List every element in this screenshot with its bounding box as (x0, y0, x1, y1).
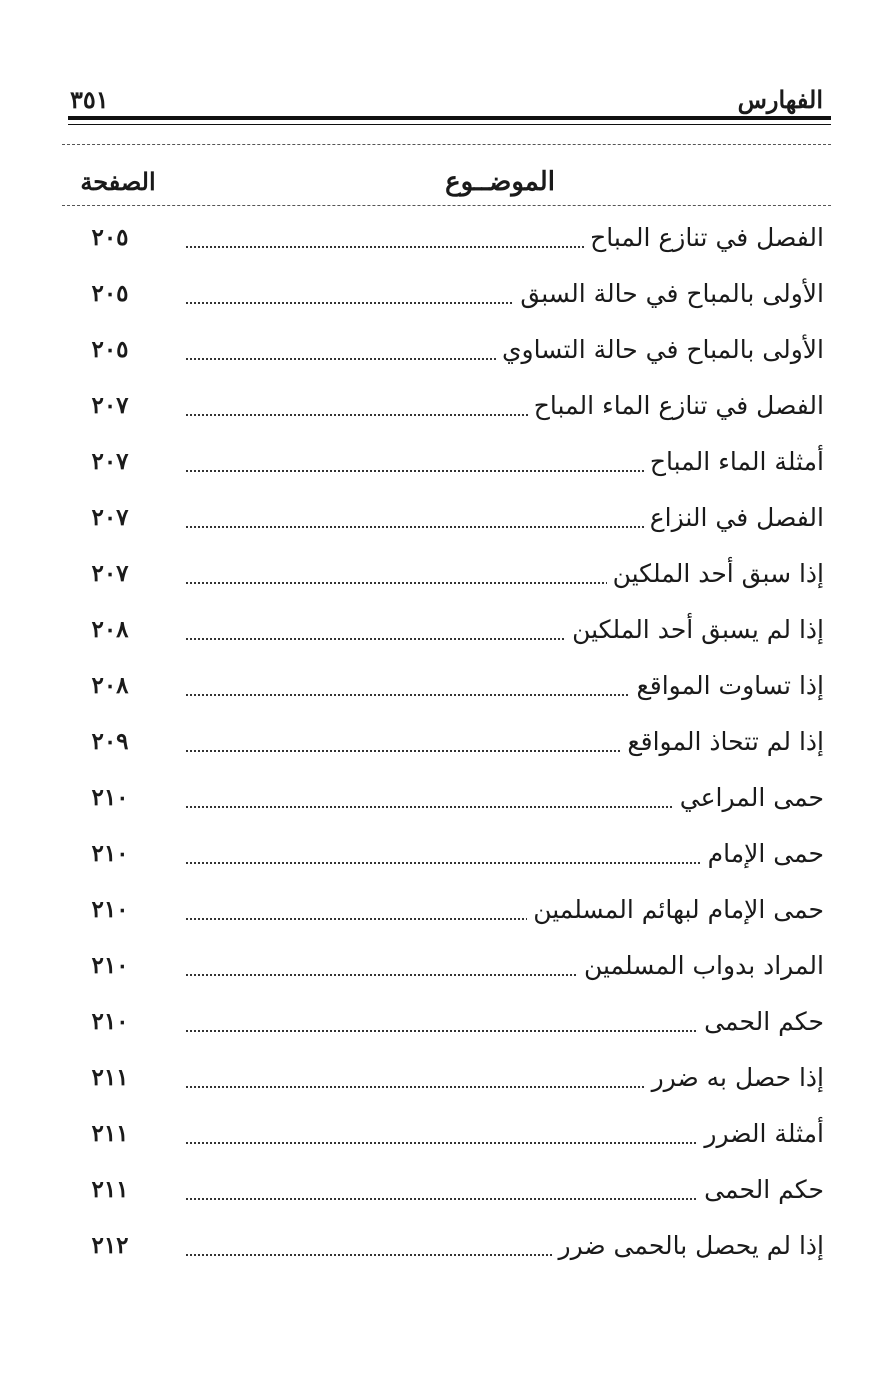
toc-entry-title: إذا لم تتحاذ المواقع (621, 724, 824, 760)
toc-entry-title: الفصل في تنازع المباح (584, 220, 824, 256)
toc-entry (60, 1106, 824, 1162)
toc-entry-page: ٢١٠ (91, 784, 129, 811)
running-head-title: الفهارس (737, 85, 823, 114)
toc-entry (60, 434, 824, 490)
toc-entry-title: أمثلة الضرر (698, 1116, 824, 1152)
toc-entry-title: الأولى بالمباح في حالة السبق (514, 276, 824, 312)
toc-entry-page: ٢١٠ (91, 840, 129, 867)
toc-entry-title: إذا سبق أحد الملكين (607, 556, 824, 592)
toc-entry-title: حمى المراعي (674, 780, 824, 816)
toc-entry (60, 1162, 824, 1218)
toc-entry (60, 1218, 824, 1274)
page-number: ٣٥١ (70, 85, 109, 114)
dashed-divider-bottom (62, 205, 831, 206)
toc-entry (60, 322, 824, 378)
toc-entry-page: ٢١٢ (91, 1232, 129, 1259)
column-heading-topic: الموضــوع (445, 167, 555, 197)
toc-entry-title: المراد بدواب المسلمين (578, 948, 824, 984)
toc-entry-title: حكم الحمى (698, 1172, 824, 1208)
toc-list (60, 210, 824, 1274)
column-heading-page: الصفحة (80, 167, 156, 196)
toc-entry (60, 658, 824, 714)
running-head (68, 84, 823, 116)
toc-entry-page: ٢١١ (91, 1120, 129, 1147)
toc-entry (60, 602, 824, 658)
toc-entry-title: إذا لم يحصل بالحمى ضرر (553, 1228, 825, 1264)
toc-entry (60, 826, 824, 882)
toc-entry (60, 378, 824, 434)
dashed-divider-top (62, 144, 831, 145)
toc-entry-page: ٢٠٥ (91, 224, 129, 251)
toc-entry-title: حكم الحمى (698, 1004, 824, 1040)
toc-entry-page: ٢٠٩ (91, 728, 129, 755)
toc-entry (60, 714, 824, 770)
dot-leader (186, 862, 784, 864)
toc-entry-title: إذا حصل به ضرر (646, 1060, 824, 1096)
header-double-rule (68, 116, 831, 125)
toc-entry-title: الأولى بالمباح في حالة التساوي (496, 332, 824, 368)
toc-entry-title: الفصل في تنازع الماء المباح (528, 388, 824, 424)
toc-entry-title: حمى الإمام لبهائم المسلمين (527, 892, 824, 928)
toc-entry (60, 882, 824, 938)
toc-entry (60, 994, 824, 1050)
toc-entry (60, 938, 824, 994)
toc-entry (60, 266, 824, 322)
toc-entry-page: ٢٠٥ (91, 336, 129, 363)
dot-leader (186, 1030, 784, 1032)
toc-entry (60, 770, 824, 826)
toc-entry-page: ٢٠٧ (91, 448, 129, 475)
toc-entry-page: ٢١٠ (91, 896, 129, 923)
dot-leader (186, 1198, 784, 1200)
toc-entry-title: الفصل في النزاع (644, 500, 824, 536)
dot-leader (186, 1142, 784, 1144)
toc-entry-page: ٢٠٨ (91, 616, 129, 643)
toc-entry-title: إذا تساوت المواقع (630, 668, 824, 704)
toc-entry (60, 1050, 824, 1106)
toc-entry-title: إذا لم يسبق أحد الملكين (566, 612, 824, 648)
toc-entry (60, 546, 824, 602)
toc-entry-page: ٢١٠ (91, 952, 129, 979)
toc-entry-page: ٢٠٧ (91, 504, 129, 531)
toc-entry-title: أمثلة الماء المباح (644, 444, 824, 480)
toc-entry-page: ٢١١ (91, 1176, 129, 1203)
toc-entry-page: ٢٠٧ (91, 392, 129, 419)
toc-entry (60, 210, 824, 266)
toc-entry-page: ٢٠٨ (91, 672, 129, 699)
toc-entry-page: ٢٠٥ (91, 280, 129, 307)
toc-entry-page: ٢١١ (91, 1064, 129, 1091)
toc-entry-page: ٢١٠ (91, 1008, 129, 1035)
toc-entry (60, 490, 824, 546)
toc-entry-page: ٢٠٧ (91, 560, 129, 587)
toc-entry-title: حمى الإمام (702, 836, 824, 872)
